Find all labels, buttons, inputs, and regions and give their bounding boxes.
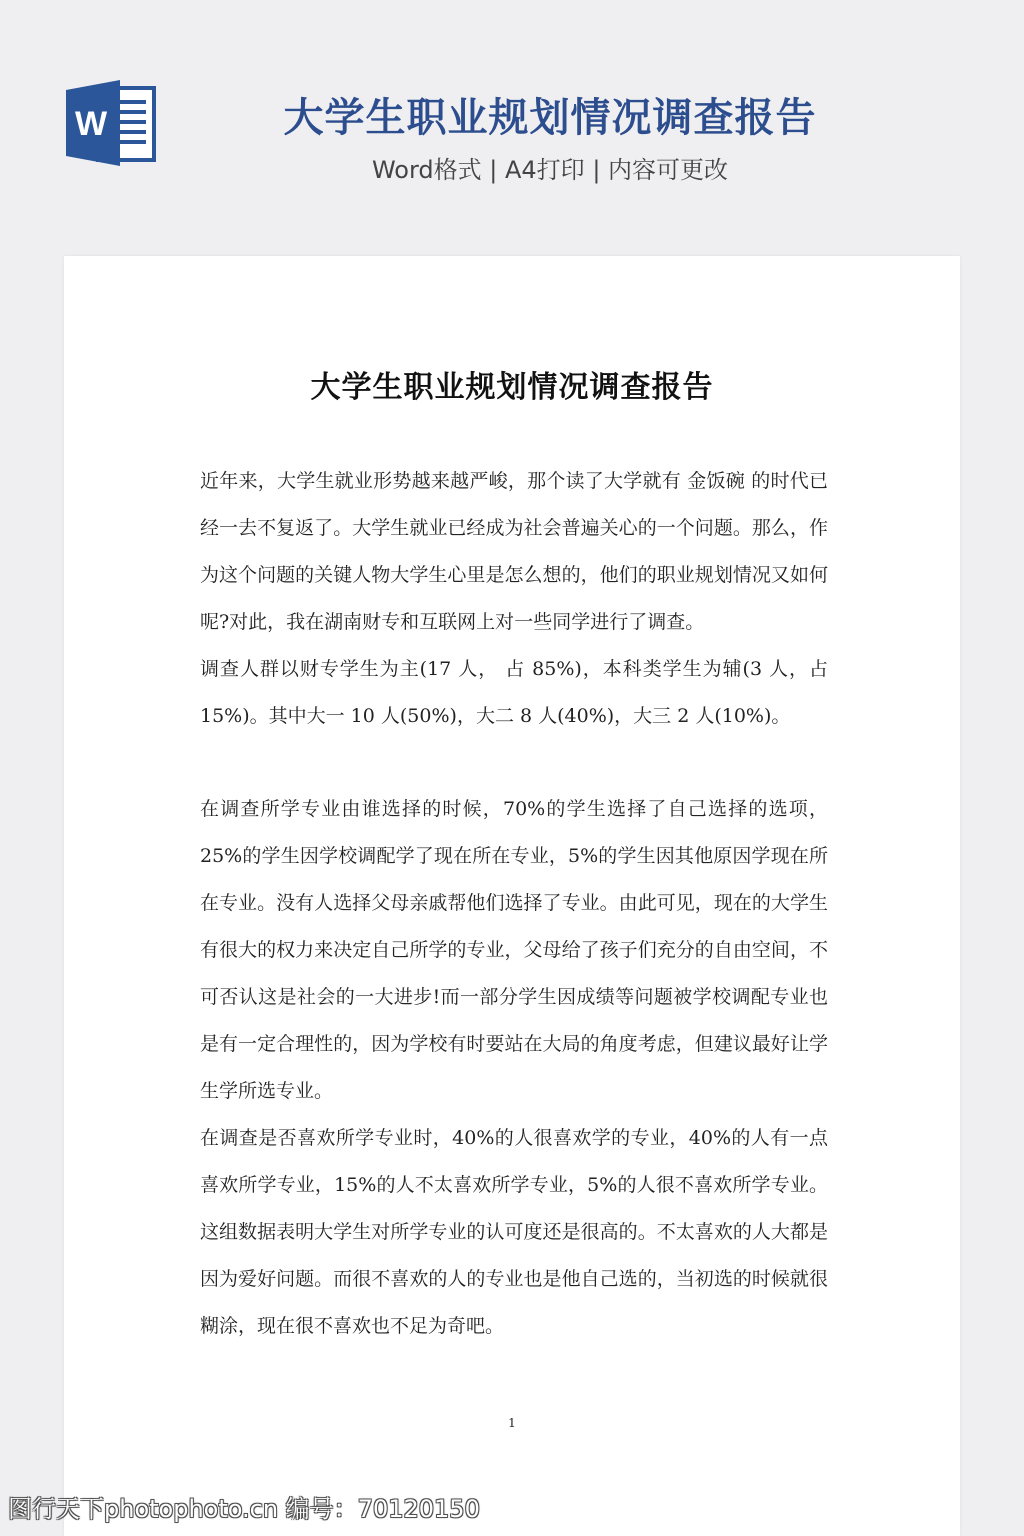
document-title: 大学生职业规划情况调查报告: [310, 370, 714, 405]
paragraph-major-preference: 在调查是否喜欢所学专业时，40%的人很喜欢学的专业，40%的人有一点喜欢所学专业，15%的人不太喜欢所学专业，5%的人很不喜欢所学专业。这组数据表明大学生对所学专业的认可度还是很高的。不太喜欢的人大都是因为爱好问题。而很不喜欢的人的专业也是他自己选的，当初选的时候就很糊涂，现在很不喜欢也不足为奇吧。: [200, 1127, 828, 1337]
svg-text:W: W: [74, 105, 108, 143]
banner-subtitle: Word格式 | A4打印 | 内容可更改: [371, 156, 729, 184]
document-body: [200, 458, 828, 1350]
page-number: 1: [508, 1416, 516, 1430]
paragraph-major-choice: 在调查所学专业由谁选择的时候，70%的学生选择了自己选择的选项，25%的学生因学校调配学了现在所在专业，5%的学生因其他原因学现在所在专业。没有人选择父母亲戚帮他们选择了专业。由此可见，现在的大学生有很大的权力来决定自己所学的专业，父母给了孩子们充分的自由空间，不可否认这是社会的一大进步!而一部分学生因成绩等问题被学校调配专业也是有一定合理性的，因为学校有时要站在大局的角度考虑，但建议最好让学生学所选专业。: [200, 798, 828, 1102]
blank-line: [200, 740, 828, 786]
paragraph-sample: 调查人群以财专学生为主(17 人， 占 85%)，本科类学生为辅(3 人，占 15%)。其中大一 10 人(50%)，大二 8 人(40%)，大三 2 人(10%)。: [200, 658, 828, 727]
document-page: [64, 256, 960, 1536]
word-document-icon: [64, 80, 160, 166]
paragraph-intro: 近年来，大学生就业形势越来越严峻，那个读了大学就有 金饭碗 的时代已经一去不复返了。大学生就业已经成为社会普遍关心的一个问题。那么，作为这个问题的关键人物大学生心里是怎么想的，他们的职业规划情况又如何呢?对此，我在湖南财专和互联网上对一些同学进行了调查。: [200, 470, 828, 633]
watermark: 图行天下photophoto.cn 编号：70120150: [8, 1495, 480, 1523]
banner-title: 大学生职业规划情况调查报告: [283, 95, 817, 141]
